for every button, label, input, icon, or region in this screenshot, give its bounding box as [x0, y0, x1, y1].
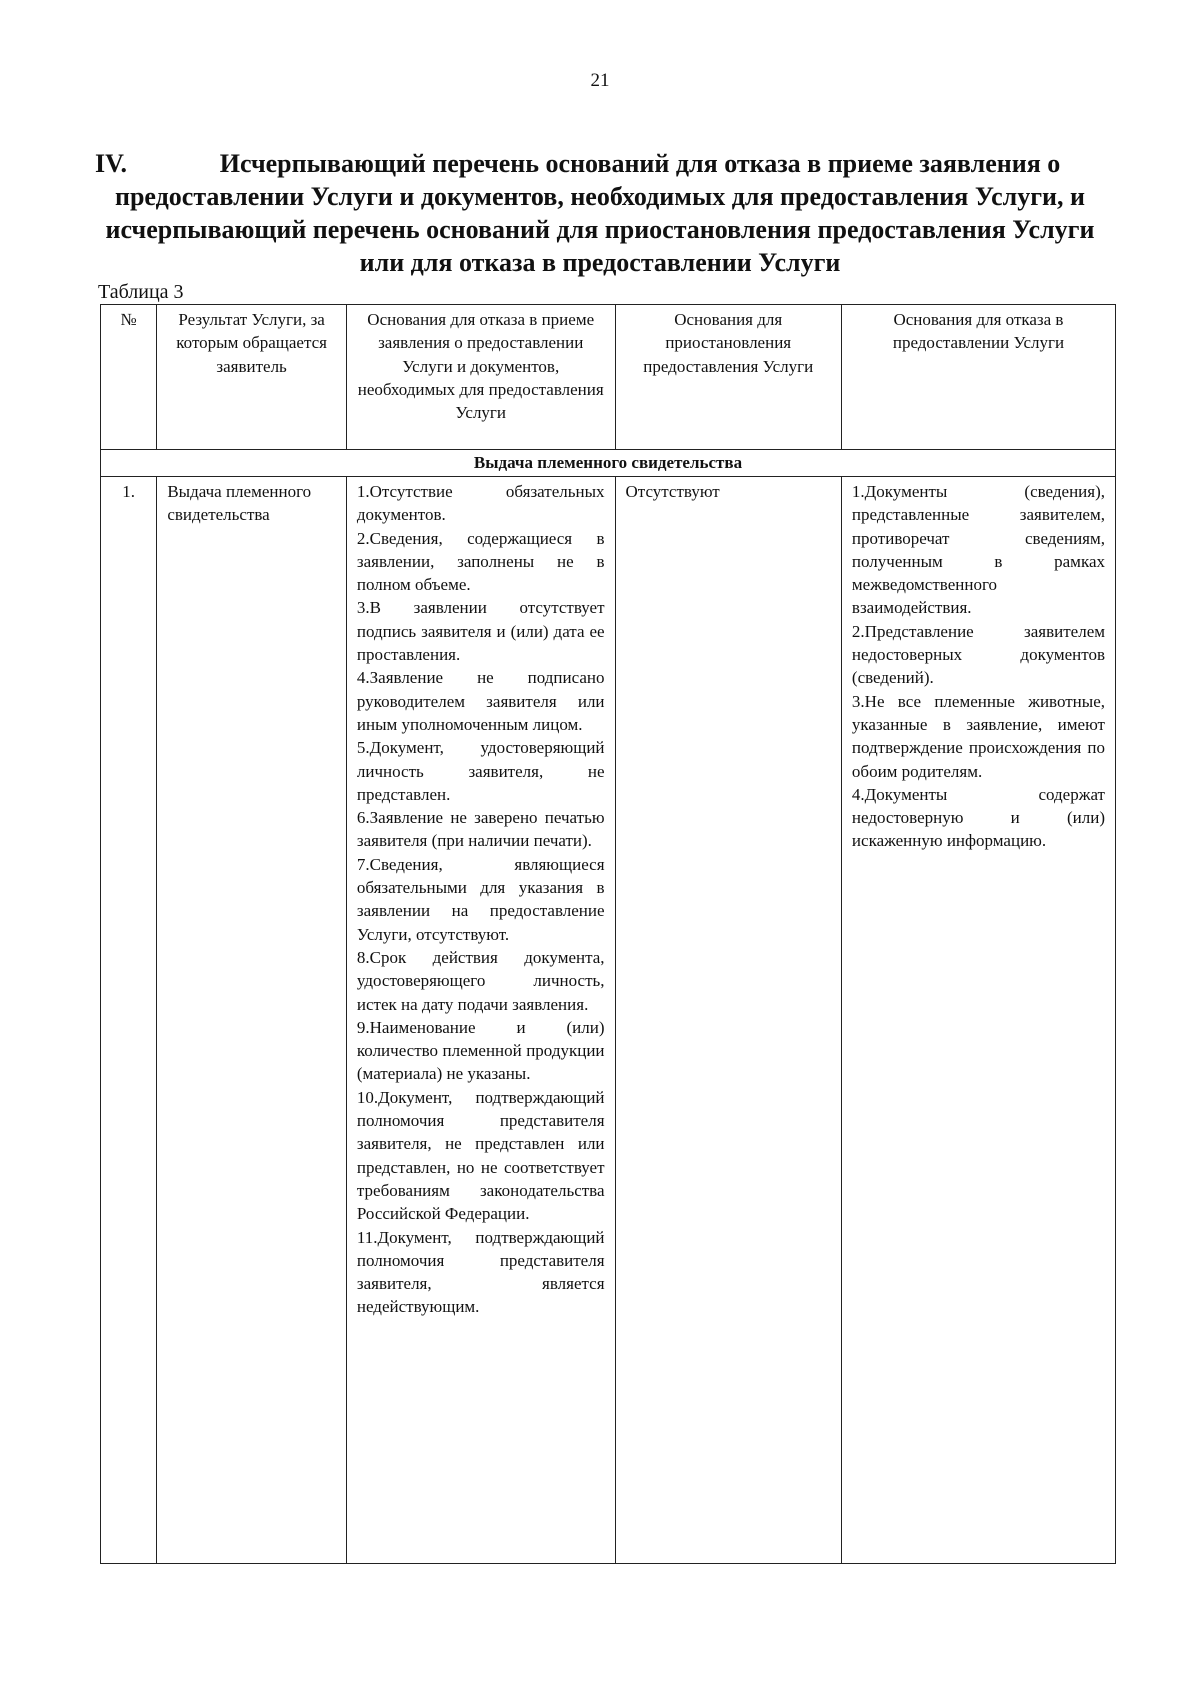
list-item: 2.Сведения, содержащиеся в заявлении, заполнены не в полном объеме.	[356, 528, 605, 595]
table-header-row	[101, 305, 1116, 450]
table-caption: Таблица 3	[98, 281, 184, 303]
list-item: 1.Документы (сведения), представленные заявителем, противоречат сведениям, полученным в рамках межведомственного взаимодействия.	[851, 482, 1105, 618]
list-item: 9.Наименование и (или) количество племенной продукции (материала) не указаны.	[356, 1017, 605, 1084]
list-item: 3.В заявлении отсутствует подпись заявителя и (или) дата ее проставления.	[356, 598, 605, 665]
row-result: Выдача племенного свидетельства	[157, 477, 347, 1564]
row-refusal-provision	[841, 477, 1115, 1564]
group-title: Выдача племенного свидетельства	[101, 450, 1116, 477]
row-number: 1.	[101, 477, 157, 1564]
table-row	[101, 477, 1116, 1564]
section-title: Исчерпывающий перечень оснований для отказа в приеме заявления о предоставлении Услуги и документов, необходимых для предоставления Услуги, и исчерпывающий перечень оснований для приостановления предоставления Услуги или для отказа в предоставлении Услуги	[105, 149, 1095, 277]
list-item: 5.Документ, удостоверяющий личность заявителя, не представлен.	[356, 738, 605, 804]
list-item: 4.Заявление не подписано руководителем заявителя или иным уполномоченным лицом.	[356, 668, 605, 734]
row-refusal-reception	[346, 477, 615, 1564]
header-number: №	[101, 305, 157, 450]
header-result: Результат Услуги, за которым обращается заявитель	[157, 305, 347, 450]
list-item: 11.Документ, подтверждающий полномочия представителя заявителя, является недействующим.	[356, 1227, 605, 1317]
table-group-row	[101, 450, 1116, 477]
header-suspension: Основания для приостановления предоставления Услуги	[615, 305, 841, 450]
list-item: 7.Сведения, являющиеся обязательными для указания в заявлении на предоставление Услуги, отсутствуют.	[356, 854, 605, 944]
list-item: 6.Заявление не заверено печатью заявителя (при наличии печати).	[356, 808, 605, 851]
grounds-table	[100, 304, 1116, 1564]
page-number: 21	[590, 70, 610, 91]
list-item: 4.Документы содержат недостоверную и (или) искаженную информацию.	[851, 784, 1105, 851]
list-item: 2.Представление заявителем недостоверных документов (сведений).	[851, 621, 1105, 688]
list-item: 3.Не все племенные животные, указанные в заявление, имеют подтверждение происхождения по обоим родителям.	[851, 691, 1105, 781]
row-suspension: Отсутствуют	[615, 477, 841, 1564]
section-heading	[95, 147, 1105, 279]
list-item: 1.Отсутствие обязательных документов.	[356, 482, 605, 525]
header-refusal-reception: Основания для отказа в приеме заявления о предоставлении Услуги и документов, необходимых для предоставления Услуги	[346, 305, 615, 450]
header-refusal-provision: Основания для отказа в предоставлении Услуги	[841, 305, 1115, 450]
list-item: 8.Срок действия документа, удостоверяющего личность, истек на дату подачи заявления.	[356, 947, 605, 1014]
list-item: 10.Документ, подтверждающий полномочия представителя заявителя, не представлен или представлен, но не соответствует требованиям законодательства Российской Федерации.	[356, 1087, 605, 1224]
section-numeral: IV.	[95, 149, 128, 178]
